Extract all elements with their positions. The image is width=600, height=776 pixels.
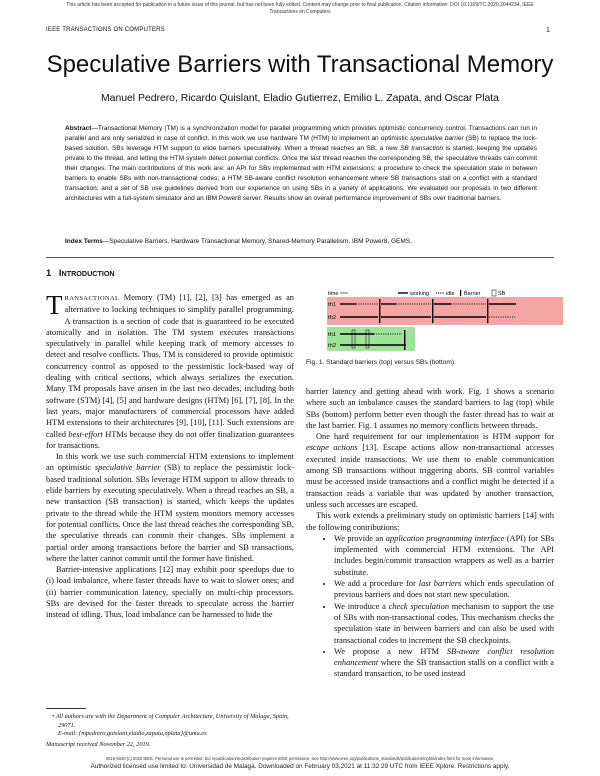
contribution-1-text-a: We provide an bbox=[334, 533, 386, 543]
body-paragraph-2 bbox=[46, 451, 294, 564]
contribution-1-text-b: (API) for SBs implemented with commercial HTM extensions. The API includes begin/commit transaction wrappers as well as a barrier substitute. bbox=[334, 533, 554, 577]
copyright-notice: 0018-9340 (c) 2020 IEEE. Personal use is permitted, but republication/redistribution requires IEEE permission. See http://www.ieee.org/publications_standards/publications/rights/index.html for more information. bbox=[105, 756, 495, 761]
abstract-text-3: is started, keeping the updates private to the thread, and letting the HTM system detect potential conflicts. Once the last thread reaches the corresponding SB, the speculative threads can commit their changes. The main contributions of this work are: an API for SBs implemented with HTM extensions; a procedure to check the speculation state in between barriers to enable SBs with non-transactional codes; a HTM SB-aware conflict resolution enhancement where SB transactions stall on a conflict with a standard transaction; and a set of SB use guidelines derived from our experience on using SBs in a variety of applications. We evaluated our proposals in two different architectures with a full-system simulator and an IBM Power8 server. Results show an overall performance improvement of SBs over traditional barriers. bbox=[65, 145, 537, 203]
lead-small-caps: RANSACTIONAL bbox=[64, 295, 120, 302]
right-paragraph-1: barrier latency and getting ahead with work. Fig. 1 shows a scenario where such an imbalance causes the standard barriers to lag (top) while SBs (bottom) perform better even though the faster thread has to wait at the last barrier. Fig. 1 assumes no memory conflicts between threads. bbox=[306, 387, 554, 430]
right-paragraph-2-text-b: [13]. Escape actions allow non-transactional accesses executed inside transactions. We use them to enable communication among SB transactions without triggering aborts. SB control variables must be accessed inside transactions and a conflict might be detected if a transaction reads a variable that was updated by another transaction, unless such accesses are escaped. bbox=[306, 443, 555, 509]
footnote bbox=[46, 713, 294, 749]
right-paragraph-2 bbox=[306, 431, 554, 510]
paragraph-2-text-b: (SB) to replace the pessimistic lock-based traditional solution. SBs leverage HTM support to allow threads to elide barriers by executing speculatively. When a thread reaches an SB, a new transaction (SB transaction) is started, which keeps the updates private to the thread while the HTM system monitors memory accesses for potential conflicts. Once the last thread reaches the corresponding SB, the speculative threads can commit their changes. SBs implement a partial order among transactions before the barrier and SB transactions, where the latter cannot commit until the former have finished. bbox=[46, 463, 295, 563]
footnote-affiliation-text: All authors are with the Department of Computer Architecture, University of Malaga, Spain, 29071. bbox=[55, 713, 289, 729]
right-column bbox=[306, 386, 554, 680]
contributions-list bbox=[306, 533, 554, 680]
body-paragraph-3: Barrier-intensive applications [12] may exhibit poor speedups due to (i) load imbalance, where faster threads have to wait to slower ones; and (ii) barrier communication latency, specially on multi-chip processors. SBs are devised for the faster threads to speculate across the barrier instead of idling. Thus, load imbalance can be harnessed to hide the bbox=[46, 565, 294, 620]
top-barrier-2 bbox=[432, 299, 433, 323]
figure-1 bbox=[326, 286, 570, 354]
contribution-2-text-b: which ends speculation of previous barriers and does not start new speculation. bbox=[334, 579, 554, 600]
right-paragraph-2-emphasis: escape actions bbox=[306, 443, 358, 453]
header-divider bbox=[46, 257, 554, 258]
paragraph-1-emphasis: best-effort bbox=[68, 429, 103, 439]
paragraph-2-text-a: In this work we use such commercial HTM extensions to implement an optimistic bbox=[46, 452, 294, 473]
index-terms-label: Index Terms bbox=[65, 238, 103, 245]
top-notice-line1: This article has been accepted for publication in a future issue of this journal, but has not been fully edited. Content may change prior to final publication. Citation information: DOI 10.1109/TC.2020.3044234, IEEE bbox=[66, 2, 534, 8]
abstract bbox=[65, 124, 537, 204]
bottom-lane-th2-label: th2 bbox=[328, 343, 337, 349]
figure-caption: Fig. 1. Standard barriers (top) versus SBs (bottom). bbox=[306, 359, 456, 366]
contribution-item bbox=[334, 601, 554, 646]
index-terms-text: —Speculative Barriers, Hardware Transactional Memory, Shared-Memory Parallelism, IBM Power8, GEMS. bbox=[102, 238, 412, 245]
running-head: IEEE TRANSACTIONS ON COMPUTERS bbox=[46, 27, 165, 33]
footnote-bullet: • bbox=[52, 713, 55, 720]
contribution-4-text-a: We propose a new HTM bbox=[334, 646, 447, 656]
top-notice-line2: Transactions on Computers bbox=[269, 9, 331, 15]
section-number: 1 bbox=[46, 268, 52, 278]
legend-idle-label: idle bbox=[446, 291, 455, 297]
figure-bottom-panel bbox=[327, 327, 415, 351]
top-barrier-1 bbox=[379, 299, 380, 323]
left-column bbox=[46, 292, 294, 621]
top-notice bbox=[0, 2, 600, 16]
contribution-3-text-b: mechanism to support the use of SBs with non-transactional codes. This mechanism checks the speculation state in between barriers and can also be used with transactional codes to increment the SB checkpoints. bbox=[334, 601, 554, 645]
legend-barrier-label: Barrier bbox=[464, 291, 481, 297]
contribution-4-text-b: where the SB transaction stalls on a conflict with a standard transaction, to be used instead bbox=[334, 658, 554, 679]
author-list: Manuel Pedrero, Ricardo Quislant, Eladio Gutierrez, Emilio L. Zapata, and Oscar Plata bbox=[101, 93, 499, 104]
figure-top-panel bbox=[327, 297, 563, 325]
bottom-lane-th1-label: th1 bbox=[328, 332, 337, 338]
top-lane-th2-label: th2 bbox=[328, 315, 337, 321]
footnote-email: E-mail: {mpedrero,quislant,eladio,zapata,oplata}@uma.es bbox=[58, 730, 207, 737]
contribution-item bbox=[334, 578, 554, 601]
contribution-3-text-a: We introduce a bbox=[334, 601, 389, 611]
abstract-emphasis-2: SB transaction bbox=[400, 145, 444, 153]
abstract-text-2: (SB) to replace the lock-based solution. SBs leverage HTM support to elide barriers speculatively. When a thread reaches an SB, a new bbox=[65, 135, 538, 153]
abstract-text-1: Transactional Memory (TM) is a synchronization model for parallel programming which provides optimistic concurrency control. Transactions can run in parallel and are only serialized in case of conflict. In this work we use hardware TM (HTM) to implement an optimistic bbox=[65, 125, 537, 143]
section-heading bbox=[46, 268, 115, 278]
right-paragraph-3: This work extends a preliminary study on optimistic barriers [14] with the following contributions: bbox=[306, 511, 554, 532]
contribution-2-emphasis: last barriers bbox=[418, 579, 462, 589]
footnote-divider bbox=[46, 708, 86, 709]
abstract-dash: — bbox=[91, 125, 98, 132]
legend-time-label: time bbox=[328, 291, 339, 297]
paragraph-1-end: HTMs because they do not offer finalization guarantees for transactions. bbox=[46, 429, 294, 450]
index-terms bbox=[65, 237, 537, 246]
drop-cap: T bbox=[46, 290, 63, 320]
top-barrier-3 bbox=[487, 299, 488, 323]
legend-sb-label: SB bbox=[498, 291, 506, 297]
right-paragraph-2-text-a: One hard requirement for our implementation is HTM support for bbox=[316, 432, 554, 442]
contribution-3-emphasis: check speculation bbox=[388, 601, 450, 611]
contribution-item bbox=[334, 533, 554, 578]
section-title-rest: NTRODUCTION bbox=[61, 269, 115, 278]
bottom-barrier-last bbox=[404, 330, 405, 350]
legend-sb-mark bbox=[492, 290, 496, 296]
manuscript-received: Manuscript received November 22, 2019. bbox=[46, 740, 151, 748]
paragraph-2-emphasis: speculative barrier bbox=[94, 463, 161, 473]
contribution-1-emphasis: application programming interface bbox=[385, 533, 505, 543]
contribution-2-text-a: We add a procedure for bbox=[334, 579, 419, 589]
contribution-4-emphasis: SB-aware conflict resolution enhancement bbox=[334, 646, 554, 668]
abstract-emphasis-1: speculative barrier bbox=[410, 135, 464, 143]
top-lane-th1-label: th1 bbox=[328, 302, 337, 308]
footnote-affiliation bbox=[46, 713, 294, 730]
body-paragraph-1 bbox=[46, 292, 294, 451]
legend-working-label: working bbox=[410, 291, 429, 297]
legend-barrier-mark bbox=[460, 290, 461, 296]
contribution-item bbox=[334, 646, 554, 680]
page-number: 1 bbox=[546, 27, 550, 34]
paper-title: Speculative Barriers with Transactional Memory bbox=[46, 51, 554, 78]
abstract-label: Abstract bbox=[65, 125, 92, 132]
section-title-first-letter: I bbox=[58, 268, 62, 278]
license-notice: Authorized licensed use limited to: Universidad de Malaga. Downloaded on February 03,2021 at 11:32:29 UTC from IEEE Xplore. Restrictions apply. bbox=[90, 763, 510, 770]
paragraph-1-text: Memory (TM) [1], [2], [3] has emerged as an alternative to locking techniques to simplify parallel programming. A transaction is a section of code that is guaranteed to be executed atomically and in isolation. The TM system executes transactions speculatively in parallel while keeping track of memory accesses to detect and resolve conflicts. Thus, TM is considered to provide optimistic concurrency control as opposed to the pessimistic lock-based way of dealing with critical sections, which always serializes the execution. Many TM proposals have arisen in the last two decades, including both software (STM) [4], [5] and hardware designs (HTM) [6], [7], [8]. In the last years, major manufacturers of commercial processors have added HTM extensions to their architectures [9], [10], [11]. Such extensions are called bbox=[46, 293, 294, 439]
